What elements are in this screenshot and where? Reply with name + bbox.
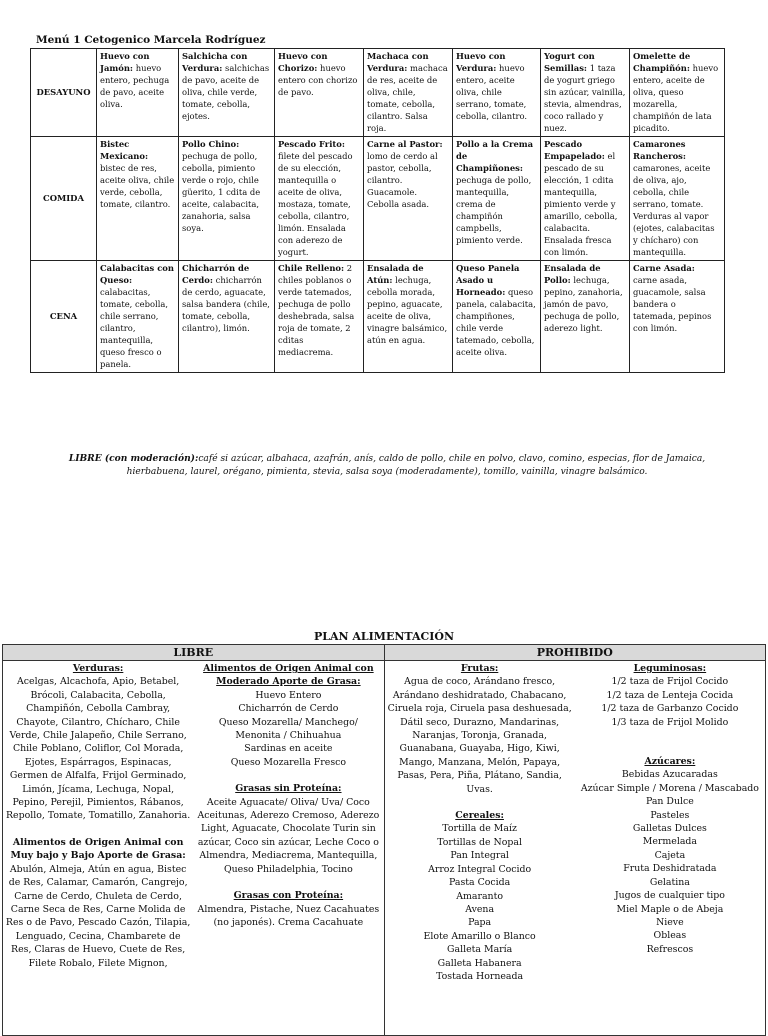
list-item: Pan Dulce <box>645 796 694 808</box>
animal-moderado-list <box>195 689 381 769</box>
grasas-con-proteina-title: Grasas con Proteína: <box>233 890 344 902</box>
list-item: Obleas <box>653 930 687 942</box>
dish-ingredients: el pescado de su elección, 1 cdita mantequilla, pimiento verde y amarillo, cebolla, calabacita. Ensalada fresca con limón. <box>544 151 618 257</box>
prohibido-column-1 <box>385 661 575 1036</box>
menu-cell <box>275 261 364 373</box>
cereales-list <box>387 822 573 983</box>
dish-name: Huevo con Verdura: <box>456 51 506 73</box>
list-item: Gelatina <box>649 876 690 888</box>
menu-cell <box>364 49 453 137</box>
menu-cell <box>97 261 179 373</box>
list-item: Chicharrón de Cerdo <box>238 703 339 715</box>
grasas-sin-proteina-title: Grasas sin Proteína: <box>235 783 342 795</box>
dish-ingredients: calabacitas, tomate, cebolla, chile serrano, cilantro, mantequilla, queso fresco o panela. <box>100 287 169 369</box>
list-item: Bebidas Azucaradas <box>621 769 718 781</box>
menu-cell <box>630 137 725 261</box>
list-item: Sardinas en aceite <box>244 743 333 755</box>
dish-ingredients: camarones, aceite de oliva, ajo, cebolla, chile serrano, tomate. Verduras al vapor (ejotes, calabacitas y chícharo) con mantequilla. <box>633 163 715 257</box>
dish-name: Ensalada de Atún: <box>367 263 424 285</box>
menu-row-desayuno <box>31 49 725 137</box>
list-item: 1/2 taza de Garbanzo Cocido <box>601 703 739 715</box>
dish-name: Carne al Pastor: <box>367 139 443 149</box>
dish-name: Pollo Chino: <box>182 139 240 149</box>
list-item: Amaranto <box>456 890 504 902</box>
menu-cell <box>97 49 179 137</box>
dish-ingredients: carne asada, guacamole, salsa bandera o tatemada, pepinos con limón. <box>633 275 712 333</box>
verduras-list: Acelgas, Alcachofa, Apio, Betabel, Brócoli, Calabacita, Cebolla, Champiñón, Cebolla Cambray, Chayote, Cilantro, Chícharo, Chile Verde, Chile Jalapeño, Chile Serrano, Chile Poblano, Coliflor, Col Morada, Ejotes, Espárragos, Espinacas, Germen de Alfalfa, Frijol Germinado, Limón, Jícama, Lechuga, Nopal, Pepino, Perejil, Pimientos, Rábanos, Repollo, Tomate, Tomatillo, Zanahoria. <box>5 676 191 822</box>
menu-row-cena <box>31 261 725 373</box>
dish-ingredients: pechuga de pollo, mantequilla, crema de champiñón campbells, pimiento verde. <box>456 175 532 245</box>
menu-cell <box>453 137 541 261</box>
plan-title: PLAN ALIMENTACIÓN <box>313 630 455 643</box>
dish-name: Chile Relleno: <box>278 263 345 273</box>
list-item: Mermelada <box>642 836 697 848</box>
animal-moderado-title: Alimentos de Origen Animal con Moderado Aporte de Grasa: <box>203 663 374 688</box>
dish-name: Bistec Mexicano: <box>100 139 149 161</box>
list-item: Huevo Entero <box>255 689 322 701</box>
list-item: Miel Maple o de Abeja <box>616 903 724 915</box>
dish-name: Pescado Frito: <box>278 139 345 149</box>
menu-cell <box>453 49 541 137</box>
list-item: 1/3 taza de Frijol Molido <box>611 716 729 728</box>
list-item: Jugos de cualquier tipo <box>614 890 725 902</box>
dish-name: Huevo con Chorizo: <box>278 51 328 73</box>
libre-note-text: café si azúcar, albahaca, azafrán, anís, caldo de pollo, chile en polvo, clavo, comino, especias, flor de Jamaica, hierbabuena, laurel, orégano, pimienta, stevia, salsa soya (moderadamente), tomillo, vainilla, vinagre balsámico. <box>126 454 706 477</box>
plan-header-libre: LIBRE <box>3 645 385 660</box>
leguminosas-title: Leguminosas: <box>633 663 707 674</box>
menu-cell <box>541 261 630 373</box>
list-item: Queso Mozarella Fresco <box>230 756 347 768</box>
menu-cell <box>630 261 725 373</box>
grasas-sin-proteina-list: Aceite Aguacate/ Oliva/ Uva/ Coco Aceitunas, Aderezo Cremoso, Aderezo Light, Aguacate, Chocolate Turin sin azúcar, Coco sin azúcar, Leche Coco o Almendra, Mediacrema, Mantequilla, Queso Philadelphia, Tocino <box>197 796 380 875</box>
menu-table <box>30 48 725 373</box>
grasas-con-proteina-list: Almendra, Pistache, Nuez Cacahuates (no japonés). Crema Cacahuate <box>197 903 380 928</box>
animal-bajo-grasa-title: Alimentos de Origen Animal con Muy bajo y Bajo Aporte de Grasa: <box>10 836 186 862</box>
prohibido-section <box>385 661 766 1036</box>
menu-cell <box>541 49 630 137</box>
dish-ingredients: huevo entero, aceite de oliva, queso mozarella, champiñón de lata picadito. <box>633 63 719 133</box>
dish-name: Calabacitas con Queso: <box>100 263 174 285</box>
list-item: Tortilla de Maíz <box>442 823 517 835</box>
list-item: 1/2 taza de Frijol Cocido <box>611 676 729 688</box>
meal-label: COMIDA <box>31 137 97 261</box>
meal-label: CENA <box>31 261 97 373</box>
cereales-title: Cereales: <box>455 810 504 822</box>
menu-cell <box>97 137 179 261</box>
verduras-title: Verduras: <box>72 663 124 674</box>
dish-name: Queso Panela Asado u Horneado: <box>456 263 520 297</box>
dish-ingredients: bistec de res, aceite oliva, chile verde, cebolla, tomate, cilantro. <box>100 163 175 209</box>
list-item: Galleta María <box>447 944 513 956</box>
menu-cell <box>275 137 364 261</box>
list-item: Nieve <box>656 916 684 928</box>
list-item: Galletas Dulces <box>632 823 707 835</box>
plan-header-prohibido: PROHIBIDO <box>536 646 613 659</box>
list-item: Queso Mozarella/ Manchego/ Menonita / Chihuahua <box>218 716 358 742</box>
list-item: Fruta Deshidratada <box>623 863 717 875</box>
azucares-list <box>577 768 763 956</box>
menu-cell <box>179 137 275 261</box>
list-item: Galleta Habanera <box>437 957 522 969</box>
libre-note-label: LIBRE (con moderación): <box>68 453 199 464</box>
dish-name: Machaca con Verdura: <box>367 51 429 73</box>
dish-name: Yogurt con Semillas: <box>544 51 595 73</box>
libre-section <box>3 661 385 1036</box>
dish-name: Camarones Rancheros: <box>633 139 686 161</box>
list-item: Pasteles <box>650 809 690 821</box>
dish-name: Huevo con Jamón: <box>100 51 150 73</box>
list-item: Pan Integral <box>450 850 509 862</box>
list-item: Papa <box>468 917 492 929</box>
libre-column-2 <box>193 661 383 1036</box>
dish-name: Pescado Empapelado: <box>544 139 605 161</box>
dish-ingredients: pechuga de pollo, cebolla, pimiento verde o rojo, chile güerito, 1 cdita de aceite, calabacita, zanahoria, salsa soya. <box>182 151 261 233</box>
list-item: Arroz Integral Cocido <box>428 863 532 875</box>
dish-ingredients: lechuga, cebolla morada, pepino, aguacate, aceite de oliva, vinagre balsámico, atún en agua. <box>367 275 448 345</box>
dish-ingredients: lechuga, pepino, zanahoria, jamón de pavo, pechuga de pollo, aderezo light. <box>544 275 623 333</box>
menu-cell <box>275 49 364 137</box>
dish-ingredients: salchichas de pavo, aceite de oliva, chile verde, tomate, cebolla, ejotes. <box>182 63 270 121</box>
list-item: Tortillas de Nopal <box>437 836 522 848</box>
menu-cell <box>364 137 453 261</box>
list-item: Refrescos <box>646 943 694 955</box>
list-item: 1/2 taza de Lenteja Cocida <box>606 689 734 701</box>
list-item: Tostada Horneada <box>436 970 524 982</box>
dish-ingredients: 1 taza de yogurt griego sin azúcar, vainilla, stevia, almendras, coco rallado y nuez. <box>544 63 626 133</box>
dish-ingredients: machaca de res, aceite de oliva, chile, tomate, cebolla, cilantro. Salsa roja. <box>367 63 448 133</box>
dish-name: Pollo a la Crema de Champiñones: <box>456 139 534 173</box>
dish-ingredients: huevo entero, aceite oliva, chile serrano, tomate, cebolla, cilantro. <box>456 63 528 121</box>
document-title: Menú 1 Cetogenico Marcela Rodríguez <box>36 34 266 46</box>
frutas-list: Agua de coco, Arándano fresco, Arándano deshidratado, Chabacano, Ciruela roja, Ciruela pasa deshuesada, Dátil seco, Durazno, Mandarinas, Naranjas, Toronja, Granada, Guanabana, Guayaba, Higo, Kiwi, Mango, Manzana, Melón, Papaya, Pasas, Pera, Piña, Plátano, Sandia, Uvas. <box>387 676 572 795</box>
dish-ingredients: 2 chiles poblanos o verde tatemados, pechuga de pollo deshebrada, salsa roja de tomate, 2 cditas mediacrema. <box>278 263 355 357</box>
dish-name: Carne Asada: <box>633 263 695 273</box>
prohibido-column-2 <box>575 661 765 1036</box>
list-item: Avena <box>465 903 495 915</box>
dish-ingredients: lomo de cerdo al pastor, cebolla, cilantro. Guacamole. Cebolla asada. <box>367 151 438 209</box>
menu-cell <box>541 137 630 261</box>
animal-bajo-grasa-list: Abulón, Almeja, Atún en agua, Bistec de Res, Calamar, Camarón, Cangrejo, Carne de Cerdo, Chuleta de Cerdo, Carne Seca de Res, Carne Molida de Res o de Pavo, Pescado Cazón, Tilapia, Lenguado, Cecina, Chambarete de Res, Claras de Huevo, Cuete de Res, Filete Robalo, Filete Mignon, <box>5 863 191 969</box>
libre-column-1 <box>3 661 193 1036</box>
dish-name: Omelette de Champiñón: <box>633 51 691 73</box>
menu-cell <box>630 49 725 137</box>
menu-cell <box>453 261 541 373</box>
list-item: Azúcar Simple / Morena / Mascabado <box>580 782 759 794</box>
list-item: Pasta Cocida <box>448 877 511 889</box>
dish-ingredients: queso panela, calabacita, champiñones, chile verde tatemado, cebolla, aceite oliva. <box>456 287 536 357</box>
frutas-title: Frutas: <box>460 663 499 674</box>
dish-name: Chicharrón de Cerdo: <box>182 263 250 285</box>
dish-ingredients: chicharrón de cerdo, aguacate, salsa bandera (chile, tomate, cebolla, cilantro), limón. <box>182 275 270 333</box>
leguminosas-list <box>577 675 763 729</box>
menu-cell <box>364 261 453 373</box>
azucares-title: Azúcares: <box>644 756 696 768</box>
dish-name: Salchicha con Verdura: <box>182 51 248 73</box>
meal-label: DESAYUNO <box>31 49 97 137</box>
menu-cell <box>179 49 275 137</box>
libre-note <box>40 452 734 479</box>
dish-ingredients: huevo entero con chorizo de pavo. <box>278 63 358 97</box>
dish-ingredients: huevo entero, pechuga de pavo, aceite oliva. <box>100 63 170 109</box>
list-item: Cajeta <box>654 849 686 861</box>
list-item: Elote Amarillo o Blanco <box>423 930 536 942</box>
plan-header-row <box>3 645 765 661</box>
dish-ingredients: filete del pescado de su elección, mantequilla o aceite de oliva, mostaza, tomate, cebolla, cilantro, limón. Ensalada con aderezo de yogurt. <box>278 151 353 257</box>
menu-cell <box>179 261 275 373</box>
dish-name: Ensalada de Pollo: <box>544 263 601 285</box>
menu-row-comida <box>31 137 725 261</box>
plan-table <box>2 644 766 1036</box>
